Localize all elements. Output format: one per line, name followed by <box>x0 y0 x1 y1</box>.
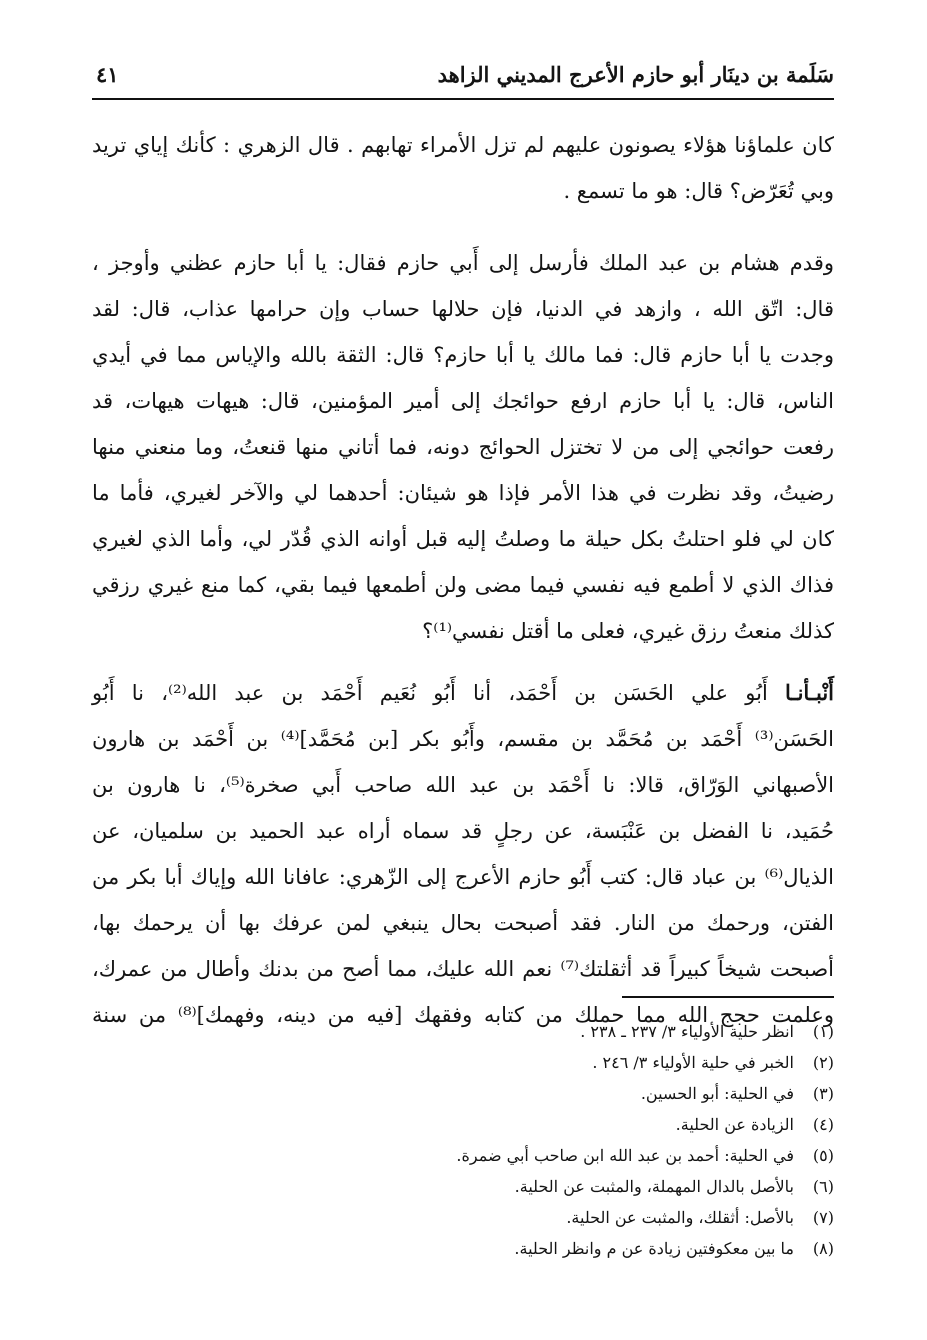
footnote <box>92 1233 834 1264</box>
footnote-text: بالأصل بالدال المهملة، والمثبت عن الحلية. <box>514 1177 794 1196</box>
paragraph-2 <box>92 240 834 654</box>
text-line: قال: اتّق الله ، وازهد في الدنيا، فإن حلالها حساب وإن حرامها عذاب، قال: لقد <box>92 297 834 321</box>
text-line: رضيتُ، وقد نظرت في هذا الأمر فإذا هو شيئان: أحدهما لي والآخر لغيري، فأما ما <box>92 481 834 505</box>
text-line: كان علماؤنا هؤلاء يصونون عليهم لم تزل الأمراء تهابهم . قال الزهري : كأنك إياي تريد <box>92 133 834 157</box>
footnote-text: بالأصل: أثقلك، والمثبت عن الحلية. <box>566 1208 794 1227</box>
text-line: الفتن، ورحمك من النار. فقد أصبحت بحال ينبغي لمن عرفك بها أن يرحمك بها، <box>92 911 834 935</box>
running-title: سَلَمة بن دينَار أبو حازم الأعرج المديني الزاهد <box>437 62 834 87</box>
text-line: كان لي فلو احتلتُ بكل حيلة ما وصلتُ إليه قبل أوانه الذي قُدّر لي، وأما الذي لغيري <box>92 527 834 551</box>
footnote-number: (٦) <box>812 1177 834 1196</box>
running-header <box>92 58 834 100</box>
footnote-divider <box>622 996 834 998</box>
footnote <box>92 1140 834 1171</box>
footnote-number: (٤) <box>812 1115 834 1134</box>
footnote-number: (٢) <box>812 1053 834 1072</box>
footnote-number: (٨) <box>812 1239 834 1258</box>
isnad-lead-word: أَنْبـأنـا <box>785 680 834 705</box>
footnote <box>92 1109 834 1140</box>
footnote-text: في الحلية: أحمد بن عبد الله ابن صاحب أبي ضمرة. <box>456 1146 794 1165</box>
text-line: الحَسَن⁽³⁾ أَحْمَد بن مُحَمَّد بن مقسم، وأَبُو بكر [بن مُحَمَّد]⁽⁴⁾ بن أَحْمَد بن هارون <box>92 727 834 751</box>
text-line: وبي تُعَرّض؟ قال: هو ما تسمع . <box>563 179 834 203</box>
paragraph-3 <box>92 670 834 1038</box>
text-line: الأصبهاني الوَرّاق، قالا: نا أَحْمَد بن عبد الله صاحب أَبي صخرة⁽⁵⁾، نا هارون بن <box>92 773 835 797</box>
footnote <box>92 1171 834 1202</box>
text-line: فذاك الذي لا أطمع فيه نفسي فيما مضى ولن أطمعها فيما بقي، كما منع غيري رزقي <box>92 573 834 597</box>
text-span: أَبُو علي الحَسَن بن أَحْمَد، أنا أَبُو نُعَيم أَحْمَد بن عبد الله⁽²⁾، نا أَبُو <box>92 681 786 705</box>
text-line: حُمَيد، نا الفضل بن عَنْبَسة، عن رجلٍ قد سماه أراه عبد الحميد بن سلميان، عن <box>92 819 834 843</box>
footnote-text: انظر حلية الأولياء ٣/ ٢٣٧ ـ ٢٣٨ . <box>580 1022 794 1041</box>
footnote <box>92 1202 834 1233</box>
footnote <box>92 1047 834 1078</box>
footnote <box>92 1016 834 1047</box>
text-line <box>92 670 834 716</box>
footnotes <box>92 1016 834 1264</box>
footnote <box>92 1078 834 1109</box>
text-line: وعلمت حجج الله مما حملك من كتابه وفقهك [فيه من دينه، وفهمك]⁽⁸⁾ من سنة <box>92 1003 834 1027</box>
text-line: وقدم هشام بن عبد الملك فأرسل إلى أَبي حازم فقال: يا أبا حازم عظني وأوجز ، <box>92 251 834 275</box>
footnote-text: الخبر في حلية الأولياء ٣/ ٢٤٦ . <box>592 1053 794 1072</box>
text-line: الناس، قال: يا أبا حازم ارفع حوائجك إلى أمير المؤمنين، قال: هيهات هيهات، قد <box>92 389 834 413</box>
page-number: ٤١ <box>96 62 119 87</box>
paragraph-1 <box>92 122 834 214</box>
text-line: أصبحت شيخاً كبيراً قد أثقلتك⁽⁷⁾ نعم الله عليك، مما أصح من بدنك وأطال من عمرك، <box>92 957 834 981</box>
main-text <box>92 122 834 1038</box>
footnote-number: (٧) <box>812 1208 834 1227</box>
text-line: كذلك منعتُ رزق غيري، فعلى ما أقتل نفسي⁽¹⁾؟ <box>422 619 834 643</box>
footnote-number: (٥) <box>812 1146 834 1165</box>
text-line: الذيال⁽⁶⁾ بن عباد قال: كتب أَبُو حازم الأعرج إلى الزّهري: عافانا الله وإياك أبا بكر من <box>92 865 834 889</box>
footnote-text: في الحلية: أبو الحسين. <box>640 1084 794 1103</box>
footnote-text: الزيادة عن الحلية. <box>675 1115 794 1134</box>
text-line: رفعت حوائجي إلى من لا تختزل الحوائج دونه، فما أتاني منها قنعتُ، وما منعني منها <box>92 435 834 459</box>
footnote-text: ما بين معكوفتين زيادة عن م وانظر الحلية. <box>514 1239 794 1258</box>
footnote-number: (١) <box>812 1022 834 1041</box>
footnote-number: (٣) <box>812 1084 834 1103</box>
text-line: وجدت يا أبا حازم قال: فما مالك يا أبا حازم؟ قال: الثقة بالله والإياس مما في أيدي <box>92 343 834 367</box>
